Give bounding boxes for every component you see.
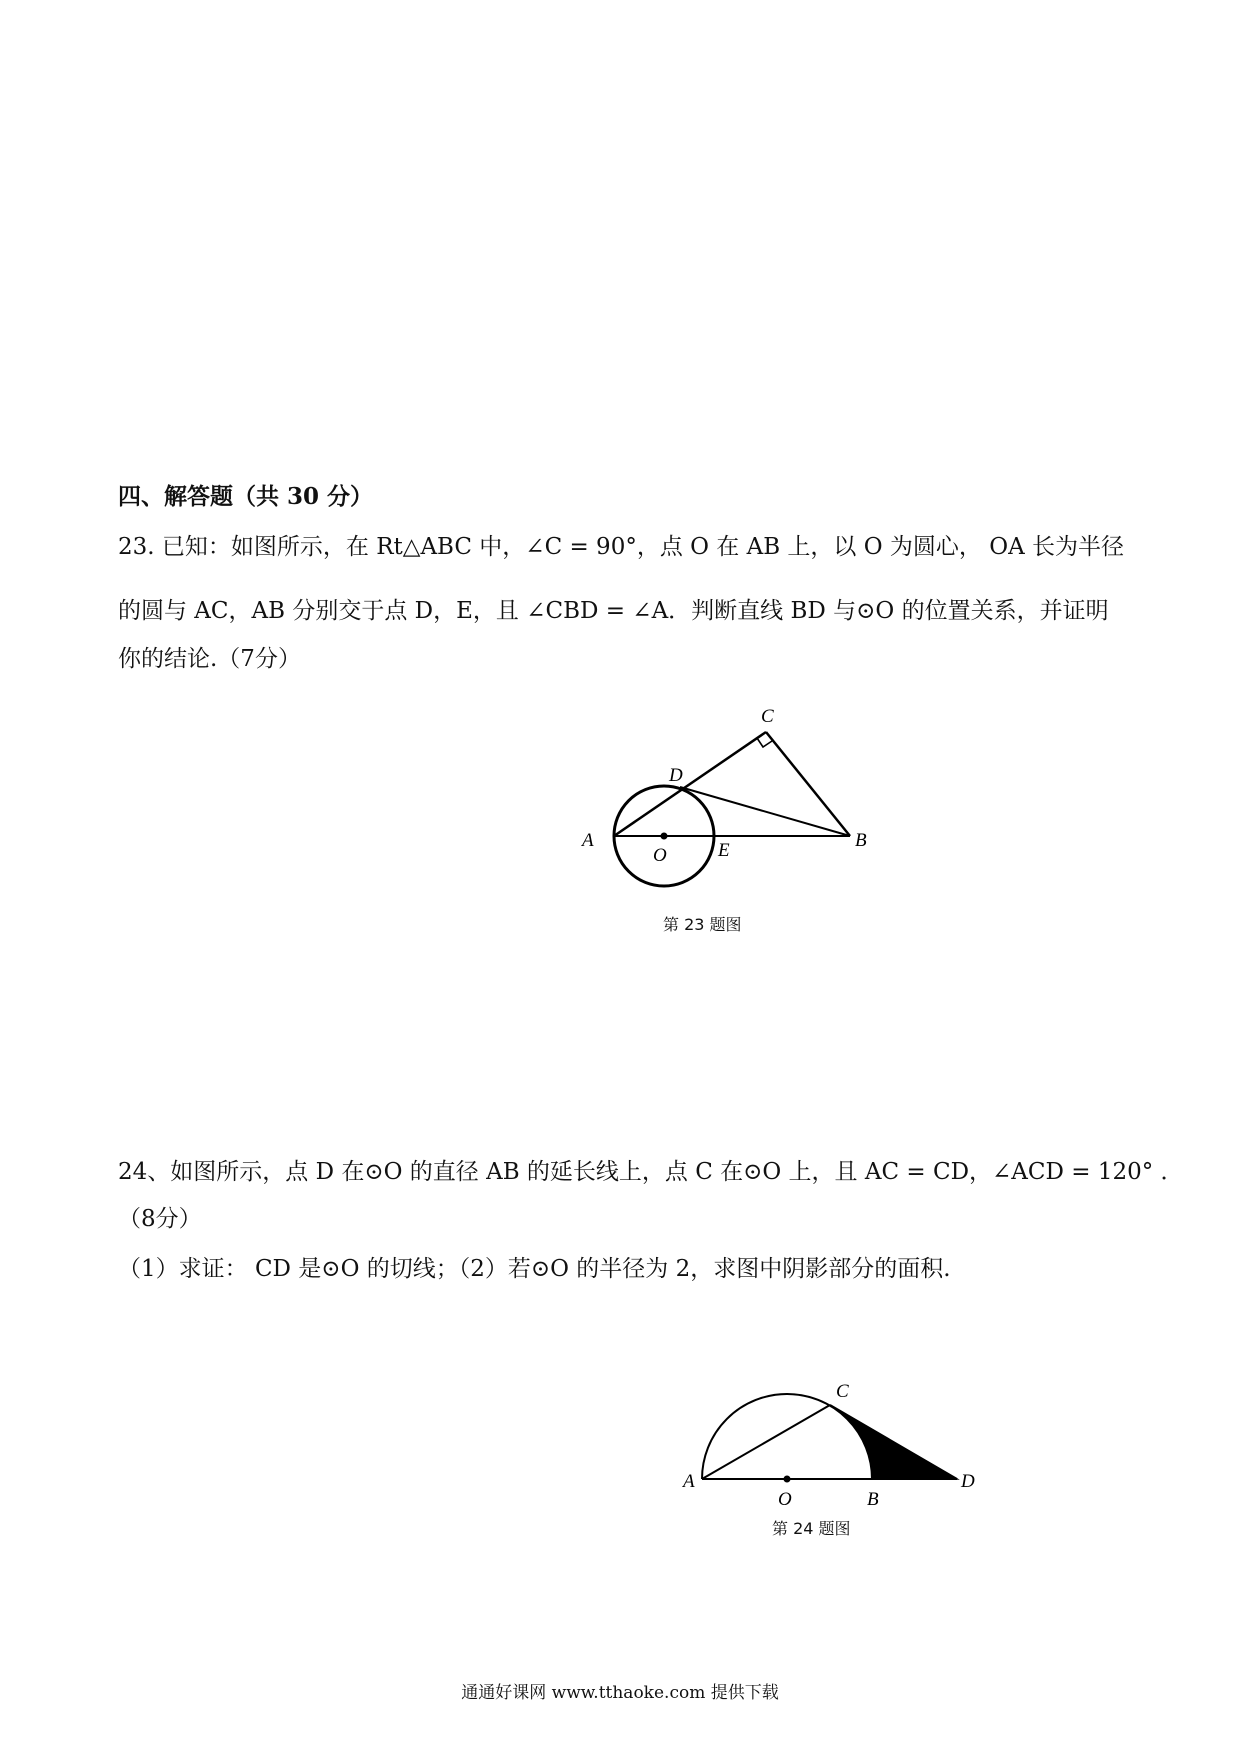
q23-label-a: A [582, 830, 594, 851]
q23-label-b: B [855, 830, 867, 851]
section-title: 四、解答题（共 30 分） [118, 483, 374, 510]
q23-label-o: O [653, 845, 667, 866]
q23-right-angle-mark [757, 738, 772, 747]
q24-figure-caption: 第 24 题图 [772, 1519, 851, 1538]
q23-label-e: E [718, 840, 730, 861]
q23-label-c: C [761, 706, 774, 727]
q23-figure [570, 700, 890, 910]
q23-point-o [661, 833, 668, 840]
q24-label-c: C [836, 1381, 849, 1402]
q24-point-o [784, 1476, 791, 1483]
q24-label-d: D [961, 1471, 975, 1492]
q24-label-a: A [683, 1471, 695, 1492]
page-footer: 通通好课网 www.tthaoke.com 提供下载 [461, 1683, 779, 1703]
q23-figure-caption: 第 23 题图 [663, 915, 742, 934]
q23-segment-db [680, 787, 850, 836]
q24-semicircle [702, 1394, 872, 1479]
q23-label-d: D [669, 765, 683, 786]
q24-label-o: O [778, 1489, 792, 1510]
q23-text-line-1: 23. 已知：如图所示，在 Rt△ABC 中，∠C = 90°，点 O 在 AB 上，以 O 为圆心， OA 长为半径 [118, 534, 1125, 560]
q24-figure [680, 1370, 990, 1515]
q24-text-line-2: （8分） [118, 1206, 202, 1232]
q24-segment-ac [702, 1405, 830, 1479]
q24-label-b: B [867, 1489, 879, 1510]
q24-text-line-1: 24、如图所示，点 D 在⊙O 的直径 AB 的延长线上，点 C 在⊙O 上，且 AC = CD，∠ACD = 120° ． [118, 1159, 1184, 1185]
q24-text-line-3: （1）求证： CD 是⊙O 的切线；（2）若⊙O 的半径为 2，求图中阴影部分的面积. [118, 1256, 951, 1282]
q23-text-line-2: 的圆与 AC，AB 分别交于点 D，E，且 ∠CBD = ∠A．判断直线 BD 与⊙O 的位置关系，并证明 [118, 598, 1109, 624]
q23-segment-ac [614, 732, 766, 836]
q23-text-line-3: 你的结论.（7分） [118, 646, 301, 672]
q23-segment-cb [766, 732, 850, 836]
